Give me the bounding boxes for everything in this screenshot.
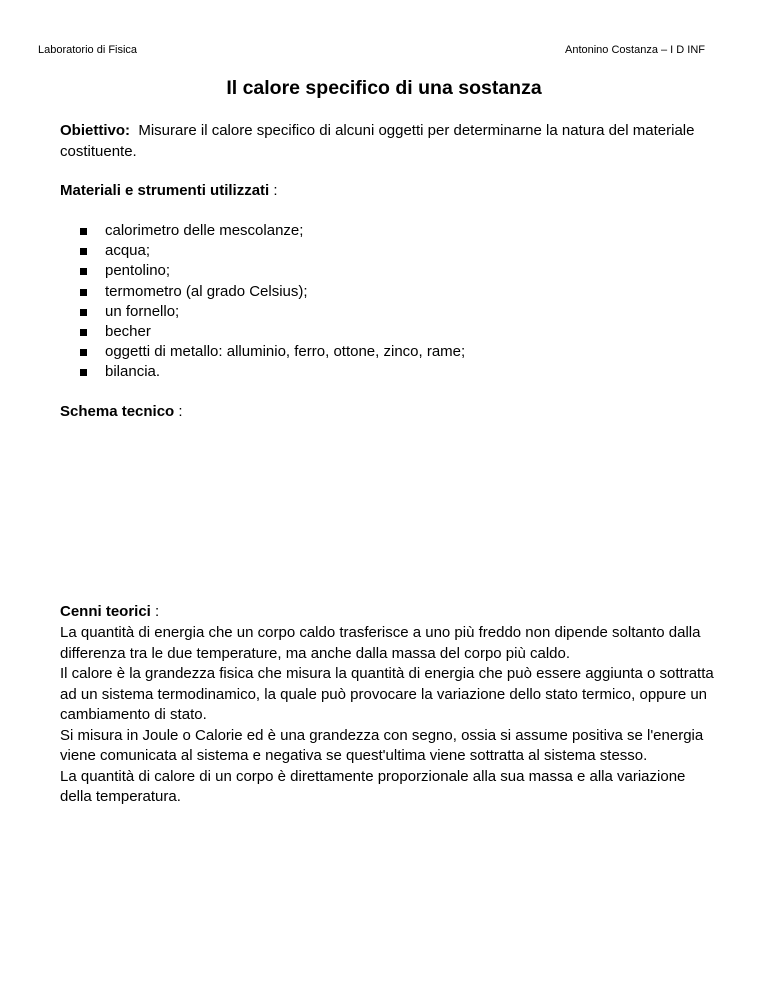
schema-heading xyxy=(60,402,710,423)
bullet-icon xyxy=(80,228,87,235)
objective-text: Misurare il calore specifico di alcuni oggetti per determinarne la natura del materiale costituente. xyxy=(60,122,695,160)
theory-paragraph: La quantità di energia che un corpo caldo trasferisce a uno più freddo non dipende soltanto dalla differenza tra le due temperature, ma anche dalla massa del corpo più caldo. xyxy=(60,624,701,662)
list-item-text: becher xyxy=(105,322,151,340)
bullet-icon xyxy=(80,349,87,356)
objective-label: Obiettivo: xyxy=(60,122,130,139)
theory-heading xyxy=(60,602,710,623)
materials-label: Materiali e strumenti utilizzati xyxy=(60,182,270,199)
theory-label: Cenni teorici xyxy=(60,603,151,620)
theory-paragraph: La quantità di calore di un corpo è direttamente proporzionale alla sua massa e alla variazione della temperatura. xyxy=(60,767,686,805)
header-left: Laboratorio di Fisica xyxy=(38,44,138,56)
bullet-icon xyxy=(80,309,87,316)
schema-colon: : xyxy=(174,403,183,420)
list-item-text: calorimetro delle mescolanze; xyxy=(105,222,304,239)
list-item xyxy=(80,241,465,261)
bullet-icon xyxy=(80,268,87,275)
theory-body xyxy=(60,623,715,808)
bullet-icon xyxy=(80,248,87,255)
theory-paragraph: Il calore è la grandezza fisica che misura la quantità di energia che può essere aggiunta o sottratta ad un sistema termodinamico, la quale può provocare la variazione dello stato termico, oppure un cambiamento di stato. xyxy=(60,665,714,723)
theory-colon: : xyxy=(150,603,160,620)
list-item-text: bilancia. xyxy=(105,363,161,381)
materials-heading xyxy=(60,181,710,202)
theory-paragraph: Si misura in Joule o Calorie ed è una grandezza con segno, ossia si assume positiva se l'energia viene comunicata al sistema e negativa se quest'ultima viene sottratta al sistema stesso. xyxy=(60,726,704,764)
list-item xyxy=(80,322,465,342)
list-item-text: oggetti di metallo: alluminio, ferro, ottone, zinco, rame; xyxy=(105,343,466,361)
bullet-icon xyxy=(80,329,87,336)
list-item-text: termometro (al grado Celsius); xyxy=(105,282,308,300)
list-item xyxy=(80,221,465,241)
bullet-icon xyxy=(80,289,87,296)
list-item xyxy=(80,302,465,322)
list-item xyxy=(80,362,465,382)
objective-section xyxy=(60,121,710,162)
list-item-text: un fornello; xyxy=(105,302,180,320)
list-item xyxy=(80,342,465,362)
list-item-text: acqua; xyxy=(105,242,151,260)
materials-list xyxy=(80,221,465,383)
list-item xyxy=(80,282,465,302)
page-title: Il calore specifico di una sostanza xyxy=(226,77,542,99)
list-item xyxy=(80,261,465,281)
bullet-icon xyxy=(80,369,87,376)
header-right: Antonino Costanza – I D INF xyxy=(564,44,705,56)
schema-label: Schema tecnico xyxy=(60,403,175,420)
list-item-text: pentolino; xyxy=(105,262,171,280)
materials-colon: : xyxy=(269,182,278,199)
